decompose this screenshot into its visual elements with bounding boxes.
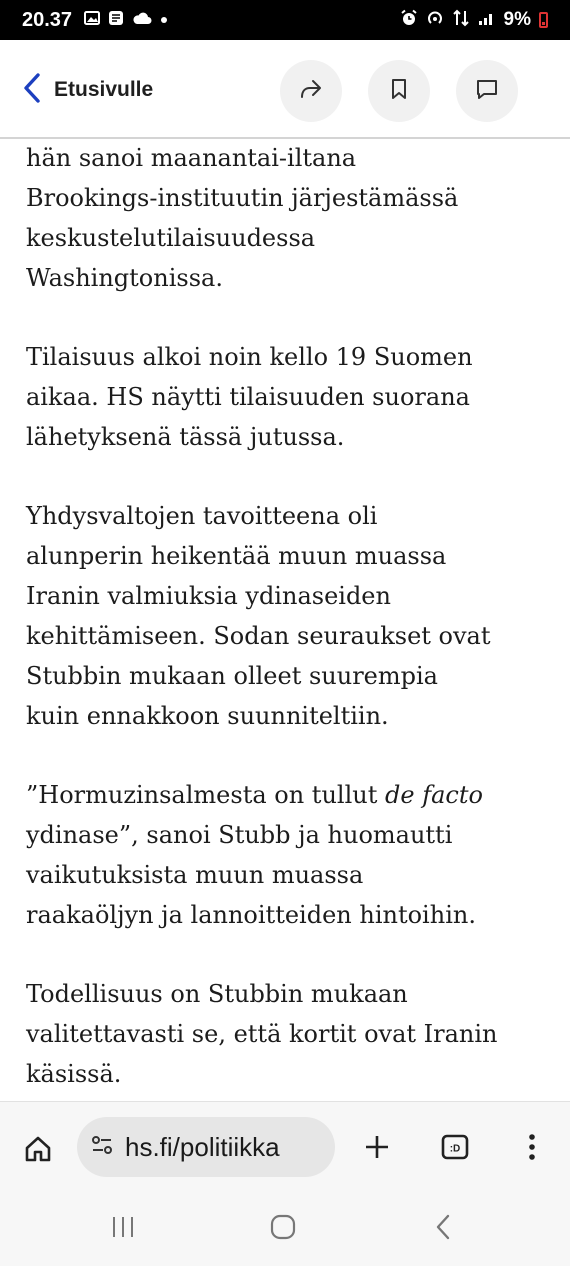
article-text xyxy=(26,139,556,1101)
chevron-left-icon xyxy=(18,71,46,109)
home-icon xyxy=(23,1134,53,1164)
data-icon xyxy=(452,9,470,32)
menu-icon xyxy=(527,1132,537,1162)
back-link[interactable] xyxy=(18,68,153,112)
article-line: Tilaisuus alkoi noin kello 19 Suomen xyxy=(26,343,473,371)
comments-button[interactable] xyxy=(456,60,518,122)
back-nav-button[interactable] xyxy=(418,1211,468,1247)
menu-button[interactable] xyxy=(510,1125,554,1169)
article-line: Yhdysvaltojen tavoitteena oli xyxy=(26,502,378,530)
share-icon xyxy=(298,76,324,106)
url-text: hs.fi/politiikka xyxy=(125,1131,280,1162)
italic-term: de facto xyxy=(385,781,483,809)
back-nav-icon xyxy=(433,1213,453,1245)
bookmark-icon xyxy=(386,76,412,106)
article-line: Washingtonissa. xyxy=(26,264,223,292)
tab-switcher-icon xyxy=(440,1132,470,1162)
home-nav-button[interactable] xyxy=(258,1211,308,1247)
status-right xyxy=(400,9,548,32)
cloud-icon xyxy=(132,11,152,30)
dot-icon xyxy=(160,11,168,29)
home-nav-icon xyxy=(269,1213,297,1245)
article-line: raakaöljyn ja lannoitteiden hintoihin. xyxy=(26,901,476,929)
status-bar xyxy=(0,0,570,40)
svg-text::D: :D xyxy=(449,1143,461,1155)
home-button[interactable] xyxy=(16,1127,60,1171)
article-line: aikaa. HS näytti tilaisuuden suorana xyxy=(26,383,470,411)
article-line: lähetyksenä tässä jutussa. xyxy=(26,423,345,451)
gallery-icon xyxy=(84,10,100,31)
quote-text: ”Hormuzinsalmesta on tullut xyxy=(26,781,385,809)
article-line: alunperin heikentää muun muassa xyxy=(26,542,447,570)
article-line: Iranin valmiuksia ydinaseiden xyxy=(26,582,391,610)
comment-icon xyxy=(474,76,500,106)
signal-icon xyxy=(478,10,496,31)
wifi-hotspot-icon xyxy=(426,9,444,32)
article-paragraph xyxy=(26,139,556,298)
article-paragraph xyxy=(26,496,556,736)
recent-apps-button[interactable] xyxy=(98,1211,148,1247)
new-tab-button[interactable] xyxy=(355,1125,399,1169)
app-icon xyxy=(108,10,124,31)
article-paragraph xyxy=(26,337,556,457)
article-line: keskustelutilaisuudessa xyxy=(26,224,316,252)
battery-percent: 9% xyxy=(503,9,531,30)
article-paragraph xyxy=(26,775,556,935)
article-body xyxy=(0,139,570,1101)
article-line: Todellisuus on Stubbin mukaan xyxy=(26,980,408,1008)
article-paragraph xyxy=(26,974,556,1094)
article-line: valitettavasti se, että kortit ovat Iranin xyxy=(26,1020,498,1048)
alarm-icon xyxy=(400,9,418,32)
bookmark-button[interactable] xyxy=(368,60,430,122)
app-header xyxy=(0,40,570,139)
site-settings-icon[interactable] xyxy=(89,1132,115,1162)
status-left xyxy=(22,9,168,32)
recent-apps-icon xyxy=(110,1215,136,1243)
back-label: Etusivulle xyxy=(54,78,154,101)
new-tab-icon xyxy=(363,1133,391,1161)
status-time: 20.37 xyxy=(22,8,73,31)
share-button[interactable] xyxy=(280,60,342,122)
battery-icon xyxy=(539,12,548,28)
address-bar[interactable] xyxy=(77,1117,335,1177)
article-line: ydinase”, sanoi Stubb ja huomautti xyxy=(26,821,453,849)
article-line: hän sanoi maanantai-iltana xyxy=(26,144,357,172)
article-line: vaikutuksista muun muassa xyxy=(26,861,364,889)
system-navigation-bar xyxy=(0,1191,570,1266)
article-line: Stubbin mukaan olleet suurempia xyxy=(26,662,438,690)
article-line: Brookings-instituutin järjestämässä xyxy=(26,184,459,212)
tab-switcher-button[interactable] xyxy=(433,1125,477,1169)
browser-toolbar xyxy=(0,1101,570,1191)
article-line: kehittämiseen. Sodan seuraukset ovat xyxy=(26,622,491,650)
article-line xyxy=(26,775,556,815)
article-line: käsissä. xyxy=(26,1060,122,1088)
article-line: kuin ennakkoon suunniteltiin. xyxy=(26,702,389,730)
